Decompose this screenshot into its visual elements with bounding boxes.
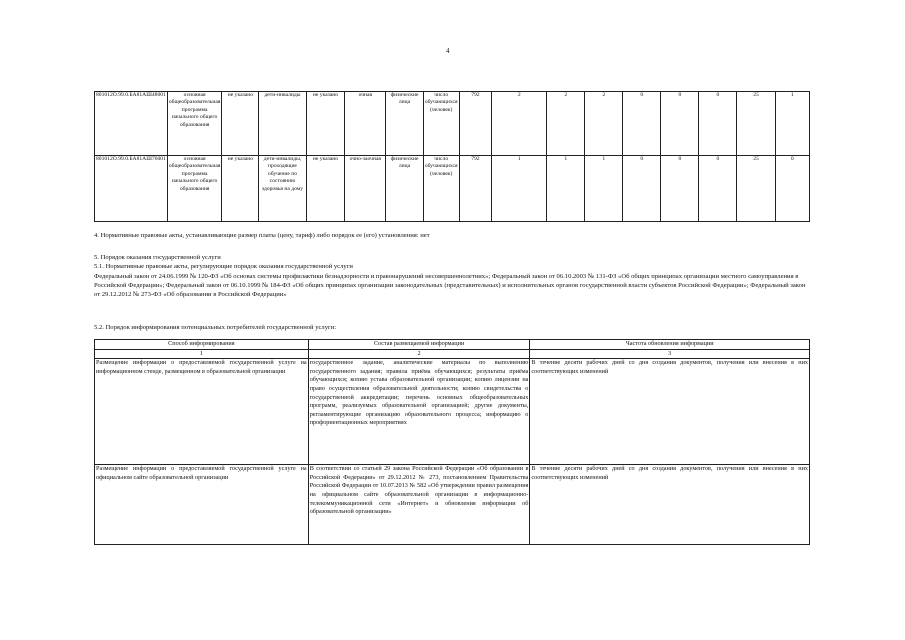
header-frequency: Частота обновления информации	[530, 340, 810, 350]
value-cell: 1	[492, 156, 547, 222]
deviation-cell: 25	[737, 92, 775, 156]
program-cell: основная общеобразовательная программа начального общего образования	[167, 92, 222, 156]
table-row	[95, 92, 810, 156]
content-cell: государственное задание, аналитические материалы по выполнению государственного задания; правила приёма обучающихся; результаты приёма обучающихся; копию устава образовательной организации; копию лицензии на право осуществления образовательной деятельности; копию свидетельства о государственной аккредитации; перечень основных общеобразовательных программ, реализуемых образовательной организацией; другие документы, регламентирующие организацию образовательного процесса; информацию о профориентационных мероприятиях	[308, 359, 530, 465]
unit-type-cell: физические лица	[386, 156, 424, 222]
value-cell: 2	[492, 92, 547, 156]
standard-cell: не указано	[222, 92, 259, 156]
frequency-cell: В течение десяти рабочих дней со дня создания документов, получения или внесения в них соответствующих изменений	[530, 359, 810, 465]
col-number: 3	[530, 349, 810, 359]
section-5-1-title: 5.1. Нормативные правовые акты, регулирующие порядок оказания государственной услуги	[94, 263, 353, 270]
table-header-row	[95, 340, 810, 350]
value-cell: 1	[775, 92, 809, 156]
method-cell: Размещение информации о предоставляемой государственной услуге на официальном сайте образовательной организации	[95, 465, 309, 545]
section-4-text: 4. Нормативные правовые акты, устанавливающие размер платы (цену, тариф) либо порядок ее (его) установления: нет	[94, 232, 430, 239]
value-cell: 0	[775, 156, 809, 222]
deviation-cell: 25	[737, 156, 775, 222]
category-cell: дети-инвалиды	[259, 92, 306, 156]
unit-type-cell: физические лица	[386, 92, 424, 156]
indicator-cell: число обучающихся (человек)	[423, 92, 459, 156]
col-number: 1	[95, 349, 309, 359]
col-number: 2	[308, 349, 530, 359]
okei-cell: 792	[459, 92, 492, 156]
value-cell: 1	[547, 156, 585, 222]
header-content: Состав размещаемой информации	[308, 340, 530, 350]
method-cell: Размещение информации о предоставляемой государственной услуге на информационном стенде, размещенном в образовательной организации	[95, 359, 309, 465]
value-cell: 0	[623, 156, 661, 222]
informing-table	[94, 339, 810, 545]
section-5-1-text: Федеральный закон от 24.06.1999 № 120-ФЗ «Об основах системы профилактики безнадзорности и правонарушений несовершеннолетних»; Федеральный закон от 06.10.2003 № 131-ФЗ «Об общих принципах организации местного самоуправления в Российской Федерации»; Федеральный закон от 06.10.1999 № 184-ФЗ «Об общих принципах организации законодательных (представительных) и исполнительных органов государственной власти субъектов Российской Федерации»; Федеральный закон от 29.12.2012 № 273-ФЗ «Об образовании в Российской Федерации»	[94, 273, 806, 298]
frequency-cell: В течение десяти рабочих дней со дня создания документов, получения или внесения в них соответствующих изменений	[530, 465, 810, 545]
value-cell: 0	[699, 92, 737, 156]
place-cell: не указано	[306, 156, 345, 222]
program-cell: основная общеобразовательная программа начального общего образования	[167, 156, 222, 222]
value-cell: 1	[585, 156, 623, 222]
value-cell: 2	[547, 92, 585, 156]
section-5-2-title: 5.2. Порядок информирования потенциальных потребителей государственной услуги:	[94, 324, 337, 331]
okei-cell: 792	[459, 156, 492, 222]
value-cell: 0	[661, 92, 699, 156]
form-cell: очная	[345, 92, 386, 156]
table-row	[95, 156, 810, 222]
value-cell: 0	[623, 92, 661, 156]
form-cell: очно-заочная	[345, 156, 386, 222]
section-5-title: 5. Порядок оказания государственной услуги	[94, 254, 221, 261]
header-method: Способ информирования	[95, 340, 309, 350]
table-row	[95, 465, 810, 545]
page-number: 4	[446, 47, 450, 55]
category-cell: дети-инвалиды, проходящие обучение по состоянию здоровья на дому	[259, 156, 306, 222]
value-cell: 0	[661, 156, 699, 222]
table-number-row	[95, 349, 810, 359]
indicators-table	[94, 91, 810, 222]
code-cell: 801012О.99.0.БА81АШ76001	[95, 156, 168, 222]
content-cell: В соответствии со статьей 29 закона Российской Федерации «Об образовании в Российской Федерации» от 29.12.2012 № 273, постановлением Правительства Российской Федерации от 10.07.2013 № 582 «Об утверждении правил размещения на официальном сайте образовательной организации в информационно-телекоммуникационной сети «Интернет» и обновления информации об образовательной организации»	[308, 465, 530, 545]
indicator-cell: число обучающихся (человек)	[423, 156, 459, 222]
place-cell: не указано	[306, 92, 345, 156]
table-row	[95, 359, 810, 465]
standard-cell: не указано	[222, 156, 259, 222]
code-cell: 801012О.99.0.БА81АШ48001	[95, 92, 168, 156]
value-cell: 2	[585, 92, 623, 156]
value-cell: 0	[699, 156, 737, 222]
